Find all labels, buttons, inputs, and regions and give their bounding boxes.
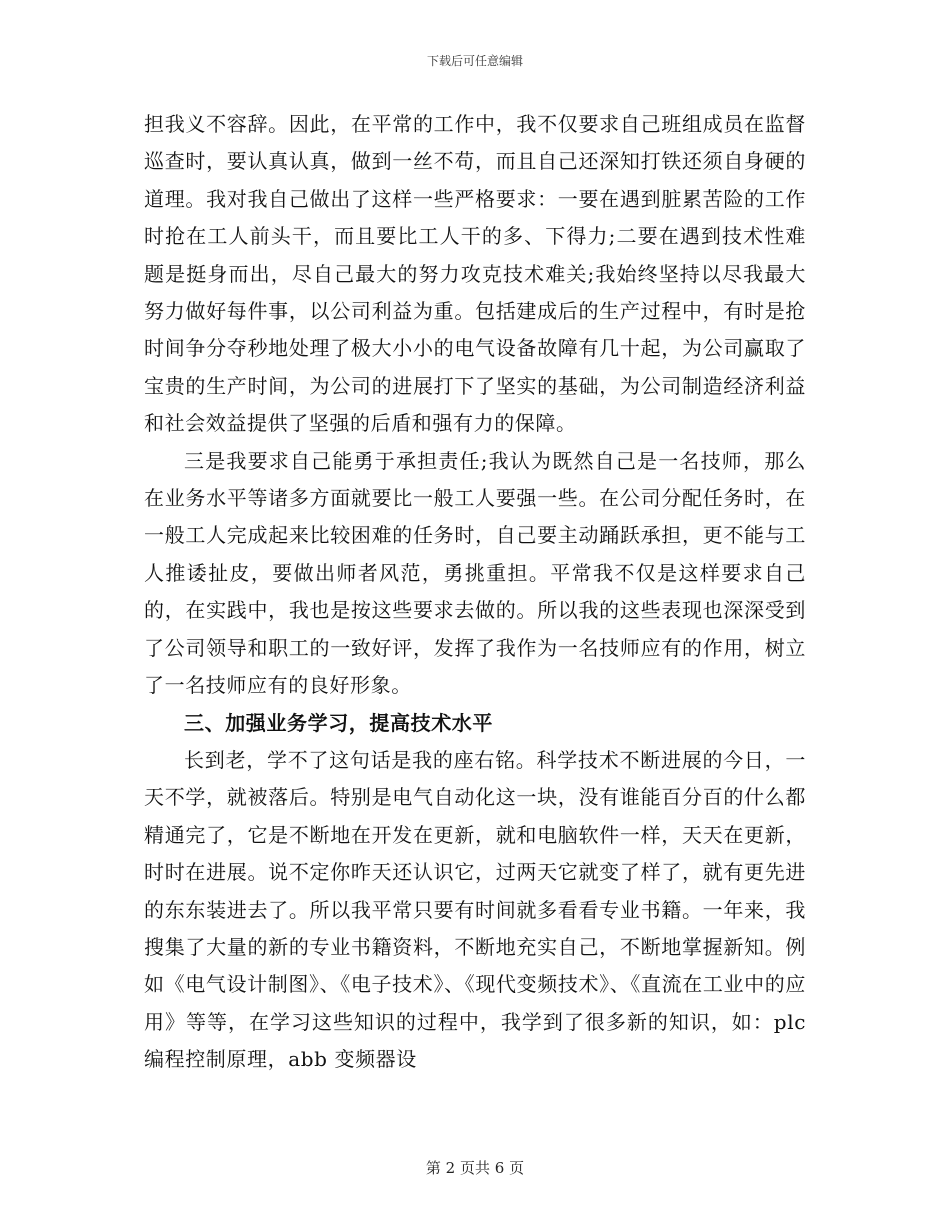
body-paragraph-1: 担我义不容辞。因此，在平常的工作中，我不仅要求自己班组成员在监督巡查时，要认真认真，做到一丝不苟，而且自己还深知打铁还须自身硬的道理。我对我自己做出了这样一些严格要求：一要在遇到脏累苦险的工作时抢在工人前头干，而且要比工人干的多、下得力;二要在遇到技术性难题是挺身而出，尽自己最大的努力攻克技术难关;我始终坚持以尽我最大努力做好每件事，以公司利益为重。包括建成后的生产过程中，有时是抢时间争分夺秒地处理了极大小小的电气设备故障有几十起，为公司赢取了宝贵的生产时间，为公司的进展打下了坚实的基础，为公司制造经济利益和社会效益提供了坚强的后盾和强有力的保障。 <box>144 112 806 436</box>
body-paragraph-2: 三是我要求自己能勇于承担责任;我认为既然自己是一名技师，那么在业务水平等诸多方面就要比一般工人要强一些。在公司分配任务时，在一般工人完成起来比较困难的任务时，自己要主动踊跃承担，更不能与工人推诿扯皮，要做出师者风范，勇挑重担。平常我不仅是这样要求自己的，在实践中，我也是按这些要求去做的。所以我的这些表现也深深受到了公司领导和职工的一致好评，发挥了我作为一名技师应有的作用，树立了一名技师应有的良好形象。 <box>144 448 806 698</box>
header-note: 下载后可任意编辑 <box>426 54 523 68</box>
section-heading: 三、加强业务学习，提高技术水平 <box>184 710 493 735</box>
body-paragraph-3: 长到老，学不了这句话是我的座右铭。科学技术不断进展的今日，一天不学，就被落后。特别是电气自动化这一块，没有谁能百分百的什么都精通完了，它是不断地在开发在更新，就和电脑软件一样，天天在更新，时时在进展。说不定你昨天还认识它，过两天它就变了样了，就有更先进的东东装进去了。所以我平常只要有时间就多看看专业书籍。一年来，我搜集了大量的新的专业书籍资料，不断地充实自己，不断地掌握新知。例如《电气设计制图》、《电子技术》、《现代变频技术》、《直流在工业中的应用》等等，在学习这些知识的过程中，我学到了很多新的知识，如：plc 编程控制原理，abb 变频器设 <box>144 747 806 1072</box>
document-body <box>144 106 806 1079</box>
page-number: 第 2 页共 6 页 <box>425 1159 525 1177</box>
